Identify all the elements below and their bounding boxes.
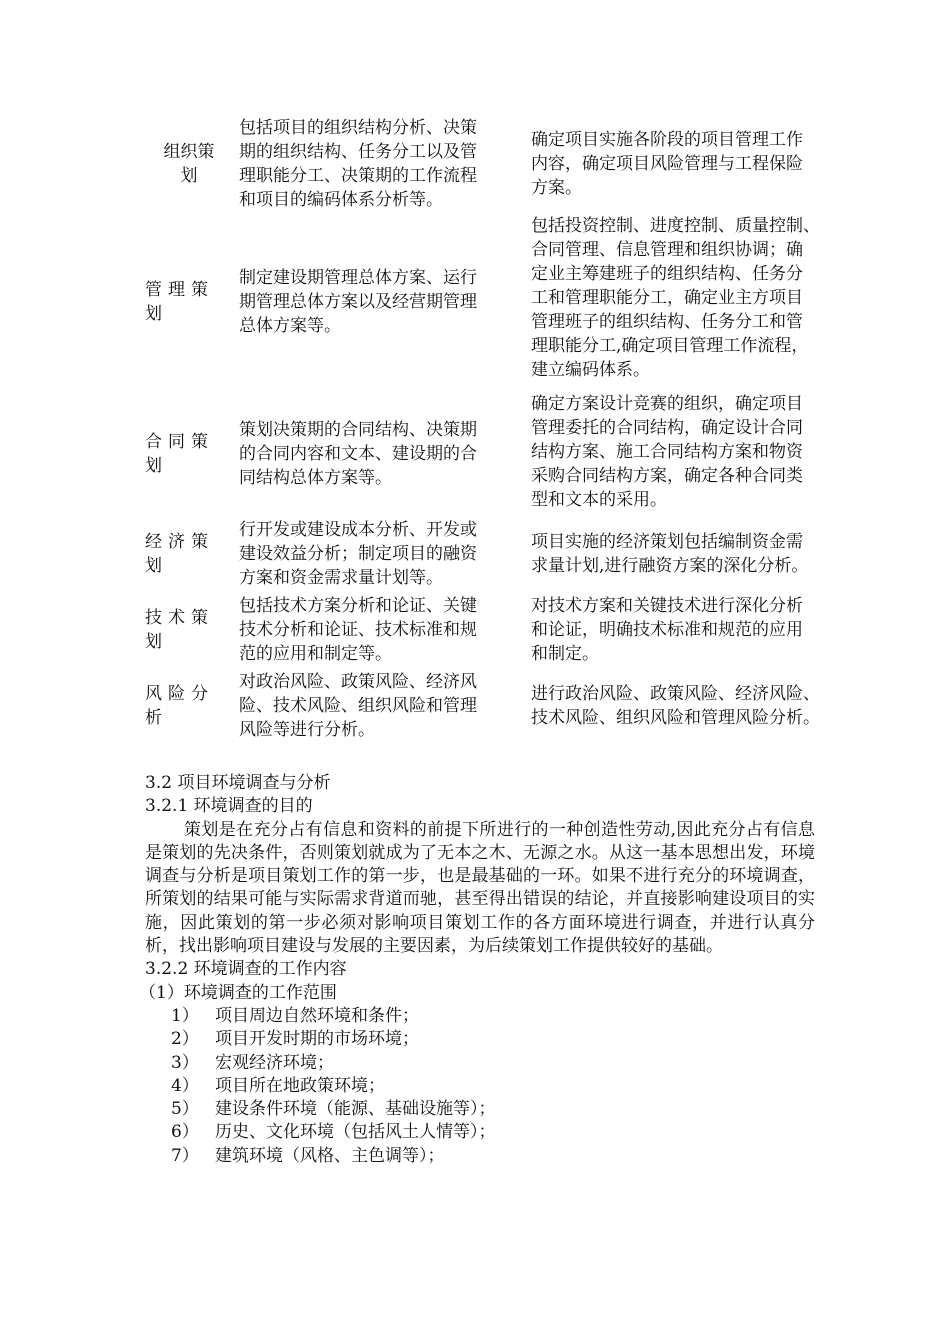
subsection-heading: 3.2.1 环境调查的目的 xyxy=(145,796,313,817)
cell-line: 划 xyxy=(145,632,162,652)
list-item xyxy=(145,1052,815,1075)
cell-line: 求量计划,进行融资方案的深化分析。 xyxy=(531,556,809,576)
cell-line: 同结构总体方案等。 xyxy=(239,468,392,488)
list-number: 2） xyxy=(171,1029,199,1050)
cell-line: 包括项目的组织结构分析、决策 xyxy=(239,118,477,138)
cell-line: 的合同内容和文本、建设期的合 xyxy=(239,444,477,464)
list-number: 6） xyxy=(171,1122,199,1143)
cell-line: 结构方案、施工合同结构方案和物资 xyxy=(531,442,803,462)
list-text: 项目所在地政策环境； xyxy=(215,1075,385,1096)
implementation-period-cell xyxy=(531,128,856,200)
implementation-period-cell xyxy=(531,682,856,730)
list-number: 7） xyxy=(171,1145,199,1166)
list-item xyxy=(145,1145,815,1168)
list-text: 项目开发时期的市场环境； xyxy=(215,1029,419,1050)
cell-line: 行开发或建设成本分析、开发或 xyxy=(239,520,477,540)
cell-line: 经济策 xyxy=(145,532,214,552)
list-item xyxy=(145,1075,815,1098)
cell-line: 方案和资金需求量计划等。 xyxy=(239,568,443,588)
list-item xyxy=(145,1028,815,1051)
cell-line: 型和文本的采用。 xyxy=(531,490,667,510)
list-number: 1） xyxy=(171,1005,199,1026)
cell-line: 包括投资控制、进度控制、质量控制、 xyxy=(531,216,820,236)
cell-line: 范的应用和制定等。 xyxy=(239,644,392,664)
body-paragraph: 策划是在充分占有信息和资料的前提下所进行的一种创造性劳动,因此充分占有信息是策划的先决条件，否则策划就成为了无本之木、无源之水。从这一基本思想出发，环境调查与分析是项目策划工作的第一步，也是最基础的一环。如果不进行充分的环境调查，所策划的结果可能与实际需求背道而驰，甚至得出错误的结论，并直接影响建设项目的实施，因此策划的第一步必须对影响项目策划工作的各方面环境进行调查，并进行认真分析，找出影响项目建设与发展的主要因素，为后续策划工作提供较好的基础。 xyxy=(145,819,815,957)
cell-line: 技术分析和论证、技术标准和规 xyxy=(239,620,477,640)
list-text: 建设条件环境（能源、基础设施等）； xyxy=(215,1099,496,1120)
row-name-cell xyxy=(145,140,233,188)
cell-line: 和制定。 xyxy=(531,644,599,664)
cell-line: 和论证，明确技术标准和规范的应用 xyxy=(531,620,803,640)
list-item xyxy=(145,1005,815,1028)
cell-line: 风险等进行分析。 xyxy=(239,720,375,740)
cell-line: 采购合同结构方案，确定各种合同类 xyxy=(531,466,803,486)
decision-period-cell xyxy=(239,670,521,742)
decision-period-cell xyxy=(239,418,521,490)
list-heading: （1）环境调查的工作范围 xyxy=(139,982,337,1003)
cell-line: 工和管理职能分工，确定业主方项目 xyxy=(531,288,803,308)
implementation-period-cell xyxy=(531,392,856,512)
cell-line: 划 xyxy=(145,304,162,324)
cell-line: 险、技术风险、组织风险和管理 xyxy=(239,696,477,716)
cell-line: 内容，确定项目风险管理与工程保险 xyxy=(531,154,803,174)
subsection-heading: 3.2.2 环境调查的工作内容 xyxy=(145,959,347,980)
cell-line: 技术策 xyxy=(145,608,214,628)
row-name-cell xyxy=(145,430,233,478)
cell-line: 期管理总体方案以及经营期管理 xyxy=(239,292,477,312)
cell-line: 期的组织结构、任务分工以及管 xyxy=(239,142,477,162)
cell-line: 项目实施的经济策划包括编制资金需 xyxy=(531,532,803,552)
cell-line: 对政治风险、政策风险、经济风 xyxy=(239,672,477,692)
cell-line: 合同管理、信息管理和组织协调；确 xyxy=(531,240,803,260)
cell-line: 确定方案设计竞赛的组织，确定项目 xyxy=(531,394,803,414)
decision-period-cell xyxy=(239,594,521,666)
cell-line: 包括技术方案分析和论证、关键 xyxy=(239,596,477,616)
cell-line: 技术风险、组织风险和管理风险分析。 xyxy=(531,708,820,728)
list-item xyxy=(145,1121,815,1144)
cell-line: 和项目的编码体系分析等。 xyxy=(239,190,443,210)
row-name-cell xyxy=(145,682,233,730)
cell-line: 划 xyxy=(180,166,198,186)
cell-line: 理职能分工,确定项目管理工作流程， xyxy=(531,336,809,356)
decision-period-cell xyxy=(239,266,521,338)
cell-line: 制定建设期管理总体方案、运行 xyxy=(239,268,477,288)
cell-line: 方案。 xyxy=(531,178,582,198)
cell-line: 风险分 xyxy=(145,684,214,704)
cell-line: 策划决策期的合同结构、决策期 xyxy=(239,420,477,440)
cell-line: 划 xyxy=(145,456,162,476)
row-name-cell xyxy=(145,606,233,654)
cell-line: 合同策 xyxy=(145,432,214,452)
list-number: 5） xyxy=(171,1099,199,1120)
list-text: 项目周边自然环境和条件； xyxy=(215,1005,419,1026)
cell-line: 确定项目实施各阶段的项目管理工作 xyxy=(531,130,803,150)
row-name-cell xyxy=(145,530,233,578)
list-text: 建筑环境（风格、主色调等）； xyxy=(215,1145,445,1166)
list-text: 宏观经济环境； xyxy=(215,1052,334,1073)
decision-period-cell xyxy=(239,116,521,212)
cell-line: 建设效益分析；制定项目的融资 xyxy=(239,544,477,564)
cell-line: 管理委托的合同结构，确定设计合同 xyxy=(531,418,803,438)
row-name-cell xyxy=(145,278,233,326)
cell-line: 建立编码体系。 xyxy=(531,360,650,380)
cell-line: 划 xyxy=(145,556,162,576)
cell-line: 管理策 xyxy=(145,280,214,300)
cell-line: 对技术方案和关键技术进行深化分析 xyxy=(531,596,803,616)
cell-line: 进行政治风险、政策风险、经济风险、 xyxy=(531,684,820,704)
cell-line: 定业主筹建班子的组织结构、任务分 xyxy=(531,264,803,284)
list-number: 4） xyxy=(171,1075,199,1096)
decision-period-cell xyxy=(239,518,521,590)
cell-line: 组织策 xyxy=(163,142,215,162)
list-item xyxy=(145,1098,815,1121)
section-body xyxy=(139,772,815,1168)
list-text: 历史、文化环境（包括风土人情等）； xyxy=(215,1122,496,1143)
cell-line: 理职能分工、决策期的工作流程 xyxy=(239,166,477,186)
cell-line: 析 xyxy=(145,708,162,728)
cell-line: 管理班子的组织结构、任务分工和管 xyxy=(531,312,803,332)
cell-line: 总体方案等。 xyxy=(239,316,341,336)
implementation-period-cell xyxy=(531,530,856,578)
implementation-period-cell xyxy=(531,214,856,382)
list-number: 3） xyxy=(171,1052,199,1073)
section-heading: 3.2 项目环境调查与分析 xyxy=(145,773,331,793)
implementation-period-cell xyxy=(531,594,856,666)
